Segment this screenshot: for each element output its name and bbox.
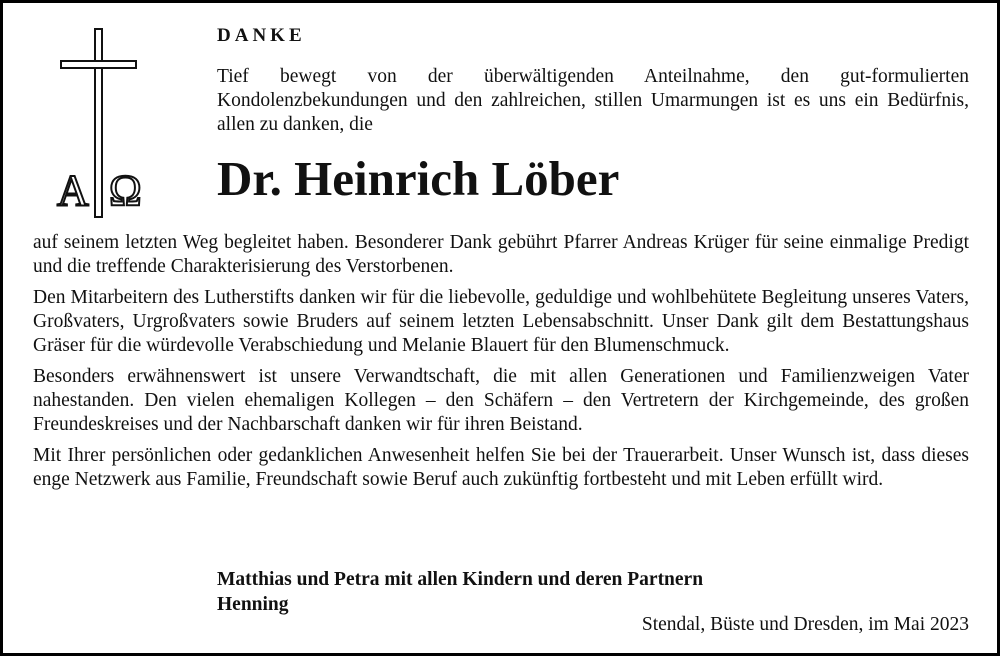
signature-line: Matthias und Petra mit allen Kindern und deren Partnern [217, 569, 704, 590]
paragraph: auf seinem letzten Weg begleitet haben. Besonderer Dank gebührt Pfarrer Andreas Krüger für seine einmalige Predigt und die treffende Charakterisierung des Verstorbenen. [33, 232, 969, 277]
intro-text: Tief bewegt von der überwältigenden Anteilnahme, den gut-formulierten Kondolenzbekundungen und den zahlreichen, stillen Umarmungen ist es uns ein Bedürfnis, allen zu danken, die [217, 66, 969, 135]
omega-glyph: Ω [109, 166, 142, 215]
notice-header [217, 25, 969, 207]
paragraph: Den Mitarbeitern des Lutherstifts danken wir für die liebevolle, geduldige und wohlbehütete Begleitung unseres Vaters, Großvaters, Urgroßvaters sowie Bruders auf seinem letzten Lebensabschnitt. Unser Dank gilt dem Bestattungshaus Gräser für die würdevolle Verabschiedung und Melanie Blauert für den Blumenschmuck. [33, 287, 969, 356]
cross-alpha-omega-icon [47, 25, 167, 225]
paragraph: Mit Ihrer persönlichen oder gedanklichen Anwesenheit helfen Sie bei der Trauerarbeit. Unser Wunsch ist, dass dieses enge Netzwerk aus Familie, Freundschaft sowie Beruf auch zukünftig fortbesteht und mit Leben erfüllt wird. [33, 445, 969, 490]
signature-line: Henning [217, 594, 289, 615]
paragraph: Besonders erwähnenswert ist unsere Verwandtschaft, die mit allen Generationen und Familienzweigen Vater nahestanden. Den vielen ehemaligen Kollegen – den Schäfern – den Vertretern der Kirchgemeinde, des großen Freundeskreises und der Nachbarschaft danken wir für ihren Beistand. [33, 366, 969, 435]
deceased-name: Dr. Heinrich Löber [217, 151, 620, 206]
alpha-glyph: A [57, 166, 89, 215]
notice-heading: DANKE [217, 25, 306, 46]
notice-body [33, 231, 969, 499]
place-date: Stendal, Büste und Dresden, im Mai 2023 [641, 614, 969, 635]
signature-block [217, 567, 703, 617]
